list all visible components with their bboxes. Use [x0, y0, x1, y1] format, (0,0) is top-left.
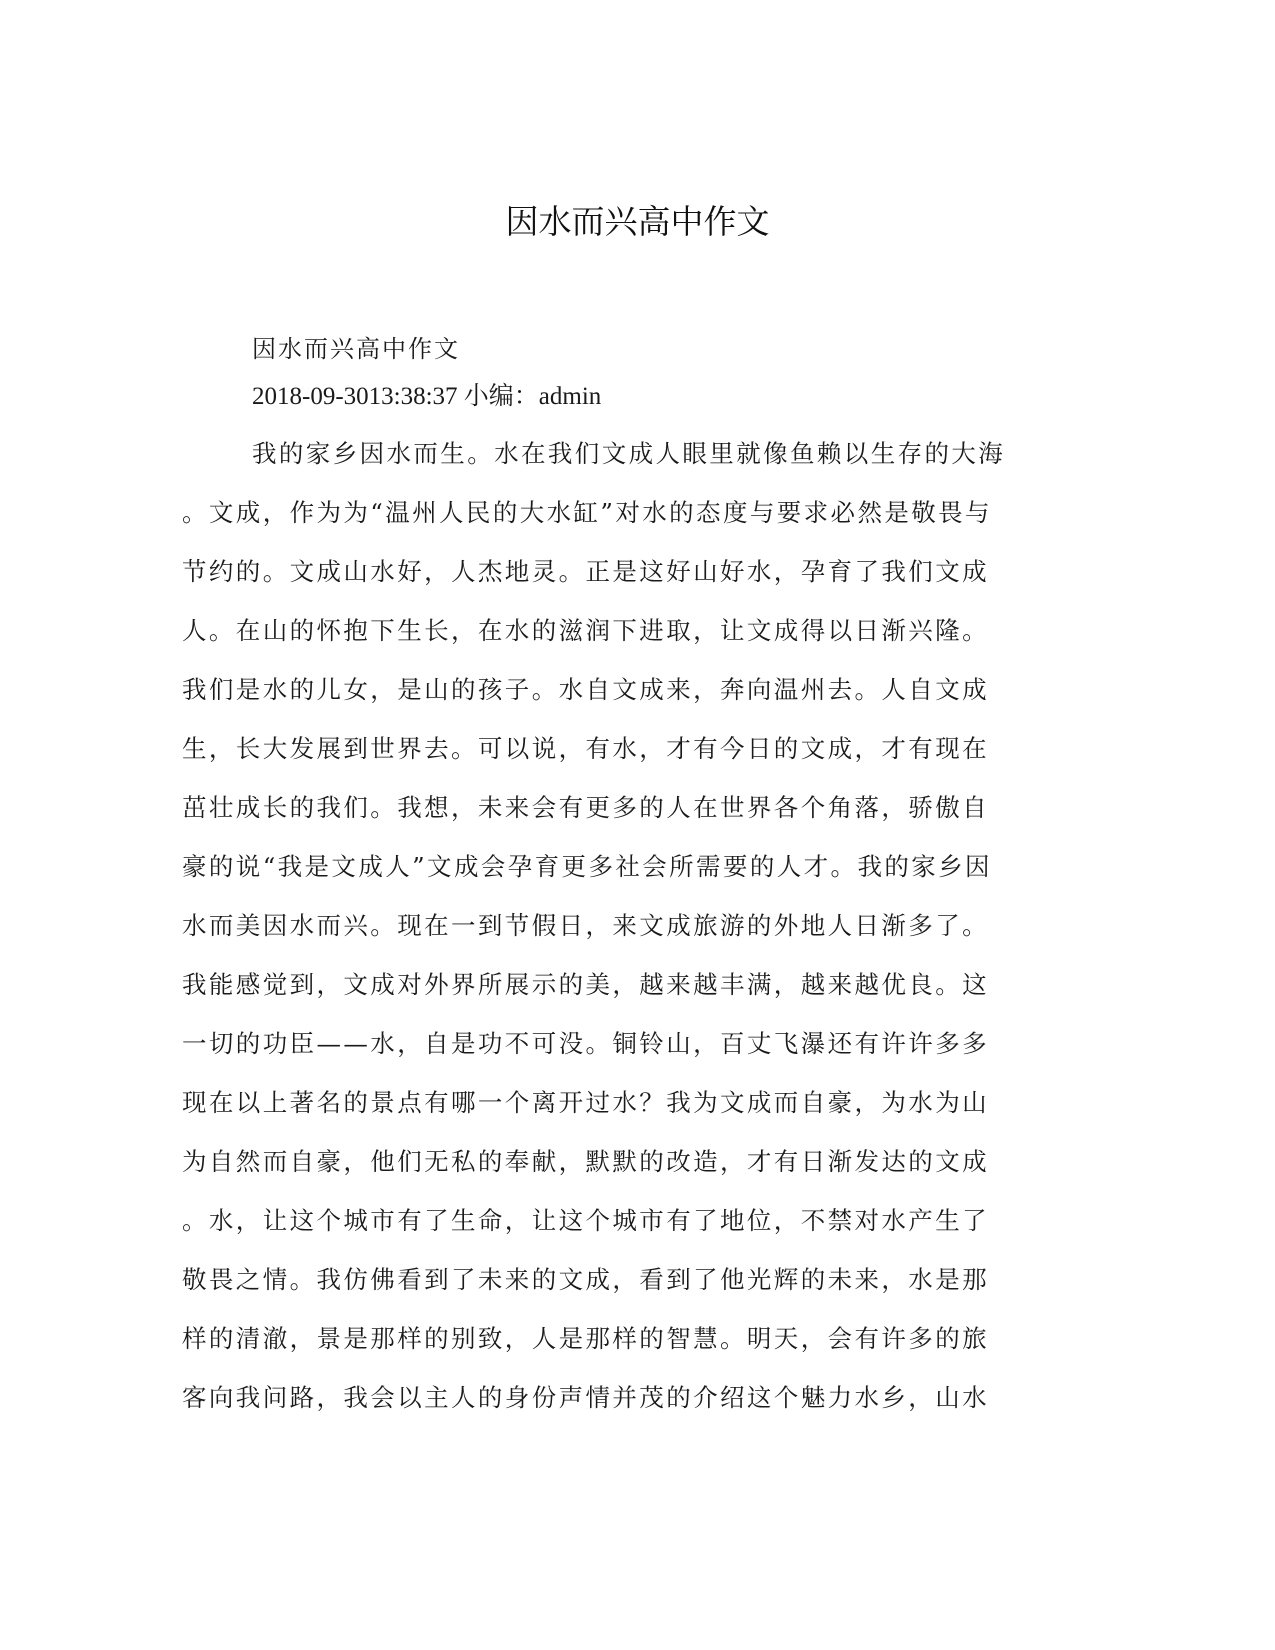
body-line: 我们是水的儿女，是山的孩子。水自文成来，奔向温州去。人自文成 — [182, 675, 989, 704]
body-line: 一切的功臣——水，自是功不可没。铜铃山，百丈飞瀑还有许许多多 — [182, 1029, 989, 1058]
body-line: 敬畏之情。我仿佛看到了未来的文成，看到了他光辉的未来，水是那 — [182, 1265, 989, 1294]
body-line: 生，长大发展到世界去。可以说，有水，才有今日的文成，才有现在 — [182, 734, 989, 763]
body-line: 人。在山的怀抱下生长，在水的滋润下进取，让文成得以日渐兴隆。 — [182, 616, 989, 645]
article-body — [182, 434, 1030, 1437]
body-line: 客向我问路，我会以主人的身份声情并茂的介绍这个魅力水乡，山水 — [182, 1383, 989, 1412]
body-line: 。水，让这个城市有了生命，让这个城市有了地位，不禁对水产生了 — [182, 1206, 989, 1235]
body-line: 样的清澈，景是那样的别致，人是那样的智慧。明天，会有许多的旅 — [182, 1324, 989, 1353]
body-line: 我能感觉到，文成对外界所展示的美，越来越丰满，越来越优良。这 — [182, 970, 989, 999]
body-line: 豪的说“我是文成人”文成会孕育更多社会所需要的人才。我的家乡因 — [182, 852, 992, 881]
body-line: 。文成，作为为“温州人民的大水缸”对水的态度与要求必然是敬畏与 — [182, 498, 992, 527]
body-line: 我的家乡因水而生。水在我们文成人眼里就像鱼赖以生存的大海 — [252, 439, 1006, 468]
body-line: 节约的。文成山水好，人杰地灵。正是这好山好水，孕育了我们文成 — [182, 557, 989, 586]
body-line: 为自然而自豪，他们无私的奉献，默默的改造，才有日渐发达的文成 — [182, 1147, 989, 1176]
body-line: 现在以上著名的景点有哪一个离开过水？我为文成而自豪，为水为山 — [182, 1088, 989, 1117]
body-line: 水而美因水而兴。现在一到节假日，来文成旅游的外地人日渐多了。 — [182, 911, 989, 940]
article-meta: 2018-09-3013:38:37 小编：admin — [252, 383, 602, 410]
document-title: 因水而兴高中作文 — [505, 202, 770, 241]
article-subtitle: 因水而兴高中作文 — [252, 335, 460, 363]
body-line: 茁壮成长的我们。我想，未来会有更多的人在世界各个角落，骄傲自 — [182, 793, 989, 822]
